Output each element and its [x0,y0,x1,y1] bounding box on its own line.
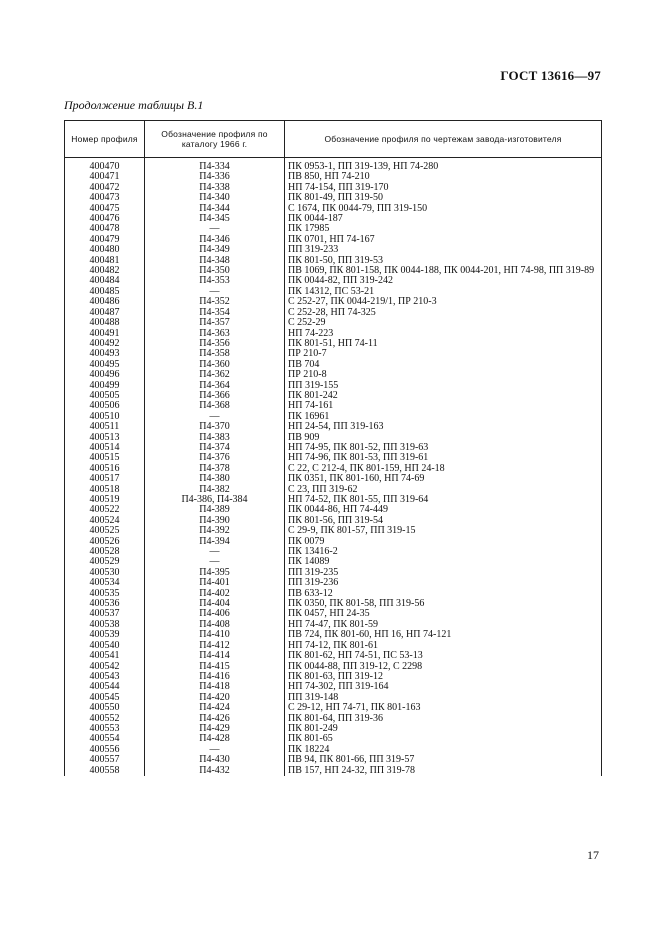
profile-number-cell: 400529 [65,557,145,567]
catalog-designation-cell: П4-415 [145,662,285,672]
table-row [65,339,602,349]
document-code: ГОСТ 13616—97 [500,68,601,83]
profile-number-cell: 400528 [65,547,145,557]
profile-number-cell: 400475 [65,204,145,214]
catalog-designation-cell: П4-406 [145,609,285,619]
profile-number-cell: 400482 [65,266,145,276]
factory-designation-cell: ПК 0044-86, НП 74-449 [285,505,602,515]
profile-number-cell: 400518 [65,485,145,495]
factory-designation-cell: ПК 801-242 [285,391,602,401]
factory-designation-cell: ПВ 724, ПК 801-60, НП 16, НП 74-121 [285,630,602,640]
table-row [65,401,602,411]
profile-number-cell: 400539 [65,630,145,640]
factory-designation-cell: ПК 17985 [285,224,602,234]
profile-number-cell: 400554 [65,734,145,744]
table-row [65,422,602,432]
factory-designation-cell: ПК 0079 [285,537,602,547]
profile-number-cell: 400493 [65,349,145,359]
table-row [65,214,602,224]
profile-number-cell: 400496 [65,370,145,380]
catalog-designation-cell: П4-353 [145,276,285,286]
profile-number-cell: 400514 [65,443,145,453]
factory-designation-cell: НП 74-161 [285,401,602,411]
factory-designation-cell: ПВ 909 [285,433,602,443]
table-header-row [65,121,602,158]
profile-number-cell: 400479 [65,235,145,245]
table-row [65,651,602,661]
table-row [65,547,602,557]
catalog-designation-cell: П4-408 [145,620,285,630]
profile-number-cell: 400556 [65,745,145,755]
factory-designation-cell: НП 74-52, ПК 801-55, ПП 319-64 [285,495,602,505]
table-row [65,526,602,536]
profile-number-cell: 400510 [65,412,145,422]
factory-designation-cell: ПК 801-50, ПП 319-53 [285,256,602,266]
profile-number-cell: 400485 [65,287,145,297]
factory-designation-cell: ПК 0701, НП 74-167 [285,235,602,245]
catalog-designation-cell: П4-354 [145,308,285,318]
catalog-designation-cell: П4-386, П4-384 [145,495,285,505]
factory-designation-cell: НП 74-47, ПК 801-59 [285,620,602,630]
catalog-designation-cell: П4-424 [145,703,285,713]
catalog-designation-cell: П4-380 [145,474,285,484]
factory-designation-cell: ПК 801-56, ПП 319-54 [285,516,602,526]
profile-number-cell: 400545 [65,693,145,703]
table-caption: Продолжение таблицы В.1 [64,98,204,112]
factory-designation-cell: С 252-27, ПК 0044-219/1, ПР 210-3 [285,297,602,307]
catalog-designation-cell: — [145,287,285,297]
factory-designation-cell: ПВ 1069, ПК 801-158, ПК 0044-188, ПК 0044-201, НП 74-98, ПП 319-89 [285,266,602,276]
factory-designation-cell: С 23, ПП 319-62 [285,485,602,495]
factory-designation-cell: ПП 319-236 [285,578,602,588]
catalog-designation-cell: П4-432 [145,766,285,776]
profile-number-cell: 400557 [65,755,145,765]
catalog-designation-cell: П4-357 [145,318,285,328]
factory-designation-cell: ПК 13416-2 [285,547,602,557]
factory-designation-cell: С 29-12, НП 74-71, ПК 801-163 [285,703,602,713]
profile-number-cell: 400480 [65,245,145,255]
profile-number-cell: 400526 [65,537,145,547]
profile-number-cell: 400536 [65,599,145,609]
catalog-designation-cell: П4-402 [145,589,285,599]
catalog-designation-cell: П4-344 [145,204,285,214]
profile-number-cell: 400541 [65,651,145,661]
catalog-designation-cell: П4-378 [145,464,285,474]
table-row [65,158,602,173]
catalog-designation-cell: П4-420 [145,693,285,703]
profile-number-cell: 400558 [65,766,145,776]
profile-number-cell: 400481 [65,256,145,266]
table-row [65,578,602,588]
profiles-table [64,120,602,776]
column-header-catalog-designation: Обозначение профиля по каталогу 1966 г. [145,121,285,158]
catalog-designation-cell: П4-426 [145,714,285,724]
factory-designation-cell: ПК 16961 [285,412,602,422]
profile-number-cell: 400530 [65,568,145,578]
catalog-designation-cell: П4-374 [145,443,285,453]
catalog-designation-cell: П4-338 [145,183,285,193]
profile-number-cell: 400516 [65,464,145,474]
factory-designation-cell: ПК 0044-88, ПП 319-12, С 2298 [285,662,602,672]
profile-number-cell: 400506 [65,401,145,411]
profile-number-cell: 400495 [65,360,145,370]
table-row [65,766,602,776]
catalog-designation-cell: П4-392 [145,526,285,536]
factory-designation-cell: НП 74-302, ПП 319-164 [285,682,602,692]
column-header-factory-designation: Обозначение профиля по чертежам завода-изготовителя [285,121,602,158]
profile-number-cell: 400544 [65,682,145,692]
factory-designation-cell: ПП 319-155 [285,381,602,391]
factory-designation-cell: НП 24-54, ПП 319-163 [285,422,602,432]
catalog-designation-cell: П4-376 [145,453,285,463]
catalog-designation-cell: П4-348 [145,256,285,266]
catalog-designation-cell: П4-360 [145,360,285,370]
catalog-designation-cell: П4-334 [145,158,285,173]
catalog-designation-cell: — [145,547,285,557]
catalog-designation-cell: П4-430 [145,755,285,765]
factory-designation-cell: С 29-9, ПК 801-57, ПП 319-15 [285,526,602,536]
profile-number-cell: 400535 [65,589,145,599]
table-row [65,724,602,734]
factory-designation-cell: ПК 0351, ПК 801-160, НП 74-69 [285,474,602,484]
factory-designation-cell: НП 74-12, ПК 801-61 [285,641,602,651]
profile-number-cell: 400519 [65,495,145,505]
profile-number-cell: 400552 [65,714,145,724]
catalog-designation-cell: П4-340 [145,193,285,203]
column-header-profile-number: Номер профиля [65,121,145,158]
catalog-designation-cell: — [145,412,285,422]
catalog-designation-cell: П4-363 [145,329,285,339]
factory-designation-cell: ПВ 704 [285,360,602,370]
profile-number-cell: 400476 [65,214,145,224]
catalog-designation-cell: П4-356 [145,339,285,349]
factory-designation-cell: ПП 319-148 [285,693,602,703]
catalog-designation-cell: П4-395 [145,568,285,578]
factory-designation-cell: ПВ 157, НП 24-32, ПП 319-78 [285,766,602,776]
factory-designation-cell: НП 74-223 [285,329,602,339]
catalog-designation-cell: П4-362 [145,370,285,380]
factory-designation-cell: ПП 319-235 [285,568,602,578]
factory-designation-cell: ПК 801-249 [285,724,602,734]
catalog-designation-cell: П4-358 [145,349,285,359]
factory-designation-cell: ПР 210-8 [285,370,602,380]
table-row [65,755,602,765]
catalog-designation-cell: П4-418 [145,682,285,692]
factory-designation-cell: С 22, С 212-4, ПК 801-159, НП 24-18 [285,464,602,474]
catalog-designation-cell: П4-345 [145,214,285,224]
factory-designation-cell: ПК 14089 [285,557,602,567]
catalog-designation-cell: П4-350 [145,266,285,276]
catalog-designation-cell: — [145,745,285,755]
profile-number-cell: 400525 [65,526,145,536]
factory-designation-cell: ПВ 850, НП 74-210 [285,172,602,182]
catalog-designation-cell: П4-352 [145,297,285,307]
catalog-designation-cell: П4-383 [145,433,285,443]
profile-number-cell: 400471 [65,172,145,182]
catalog-designation-cell: П4-382 [145,485,285,495]
catalog-designation-cell: П4-416 [145,672,285,682]
profile-number-cell: 400522 [65,505,145,515]
factory-designation-cell: С 1674, ПК 0044-79, ПП 319-150 [285,204,602,214]
profile-number-cell: 400470 [65,158,145,173]
profile-number-cell: 400488 [65,318,145,328]
table-row [65,703,602,713]
factory-designation-cell: ПК 14312, ПС 53-21 [285,287,602,297]
profile-number-cell: 400543 [65,672,145,682]
profile-number-cell: 400511 [65,422,145,432]
catalog-designation-cell: П4-368 [145,401,285,411]
table-row [65,318,602,328]
catalog-designation-cell: П4-370 [145,422,285,432]
factory-designation-cell: НП 74-96, ПК 801-53, ПП 319-61 [285,453,602,463]
factory-designation-cell: ПК 801-51, НП 74-11 [285,339,602,349]
profile-number-cell: 400505 [65,391,145,401]
factory-designation-cell: ПВ 633-12 [285,589,602,599]
factory-designation-cell: ПК 18224 [285,745,602,755]
factory-designation-cell: НП 74-154, ПП 319-170 [285,183,602,193]
catalog-designation-cell: П4-429 [145,724,285,734]
factory-designation-cell: ПР 210-7 [285,349,602,359]
catalog-designation-cell: П4-364 [145,381,285,391]
table-body [65,158,602,776]
profile-number-cell: 400491 [65,329,145,339]
table-row [65,308,602,318]
factory-designation-cell: ПК 0457, НП 24-35 [285,609,602,619]
factory-designation-cell: ПК 0044-187 [285,214,602,224]
catalog-designation-cell: П4-336 [145,172,285,182]
factory-designation-cell: ПК 801-64, ПП 319-36 [285,714,602,724]
factory-designation-cell: ПК 801-65 [285,734,602,744]
catalog-designation-cell: П4-346 [145,235,285,245]
profile-number-cell: 400478 [65,224,145,234]
catalog-designation-cell: П4-390 [145,516,285,526]
profile-number-cell: 400515 [65,453,145,463]
catalog-designation-cell: — [145,224,285,234]
catalog-designation-cell: П4-410 [145,630,285,640]
factory-designation-cell: ПК 0953-1, ПП 319-139, НП 74-280 [285,158,602,173]
profile-number-cell: 400472 [65,183,145,193]
factory-designation-cell: ПК 0044-82, ПП 319-242 [285,276,602,286]
profile-number-cell: 400542 [65,662,145,672]
profile-number-cell: 400492 [65,339,145,349]
profile-number-cell: 400517 [65,474,145,484]
profile-number-cell: 400499 [65,381,145,391]
factory-designation-cell: ПК 801-49, ПП 319-50 [285,193,602,203]
profile-number-cell: 400540 [65,641,145,651]
profile-number-cell: 400524 [65,516,145,526]
profile-number-cell: 400486 [65,297,145,307]
factory-designation-cell: ПК 801-63, ПП 319-12 [285,672,602,682]
factory-designation-cell: ПК 0350, ПК 801-58, ПП 319-56 [285,599,602,609]
catalog-designation-cell: П4-412 [145,641,285,651]
table-row [65,349,602,359]
profile-number-cell: 400534 [65,578,145,588]
catalog-designation-cell: П4-394 [145,537,285,547]
catalog-designation-cell: П4-414 [145,651,285,661]
profile-number-cell: 400537 [65,609,145,619]
catalog-designation-cell: П4-404 [145,599,285,609]
profile-number-cell: 400473 [65,193,145,203]
profile-number-cell: 400513 [65,433,145,443]
profile-number-cell: 400553 [65,724,145,734]
catalog-designation-cell: П4-389 [145,505,285,515]
table-row [65,360,602,370]
table-row [65,391,602,401]
catalog-designation-cell: П4-366 [145,391,285,401]
page-number: 17 [587,848,599,862]
factory-designation-cell: С 252-28, НП 74-325 [285,308,602,318]
table-row [65,734,602,744]
profile-number-cell: 400538 [65,620,145,630]
profile-number-cell: 400484 [65,276,145,286]
profile-number-cell: 400550 [65,703,145,713]
factory-designation-cell: ПП 319-233 [285,245,602,255]
factory-designation-cell: ПВ 94, ПК 801-66, ПП 319-57 [285,755,602,765]
factory-designation-cell: ПК 801-62, НП 74-51, ПС 53-13 [285,651,602,661]
catalog-designation-cell: П4-349 [145,245,285,255]
catalog-designation-cell: — [145,557,285,567]
catalog-designation-cell: П4-428 [145,734,285,744]
factory-designation-cell: НП 74-95, ПК 801-52, ПП 319-63 [285,443,602,453]
profile-number-cell: 400487 [65,308,145,318]
table-row [65,370,602,380]
factory-designation-cell: С 252-29 [285,318,602,328]
catalog-designation-cell: П4-401 [145,578,285,588]
